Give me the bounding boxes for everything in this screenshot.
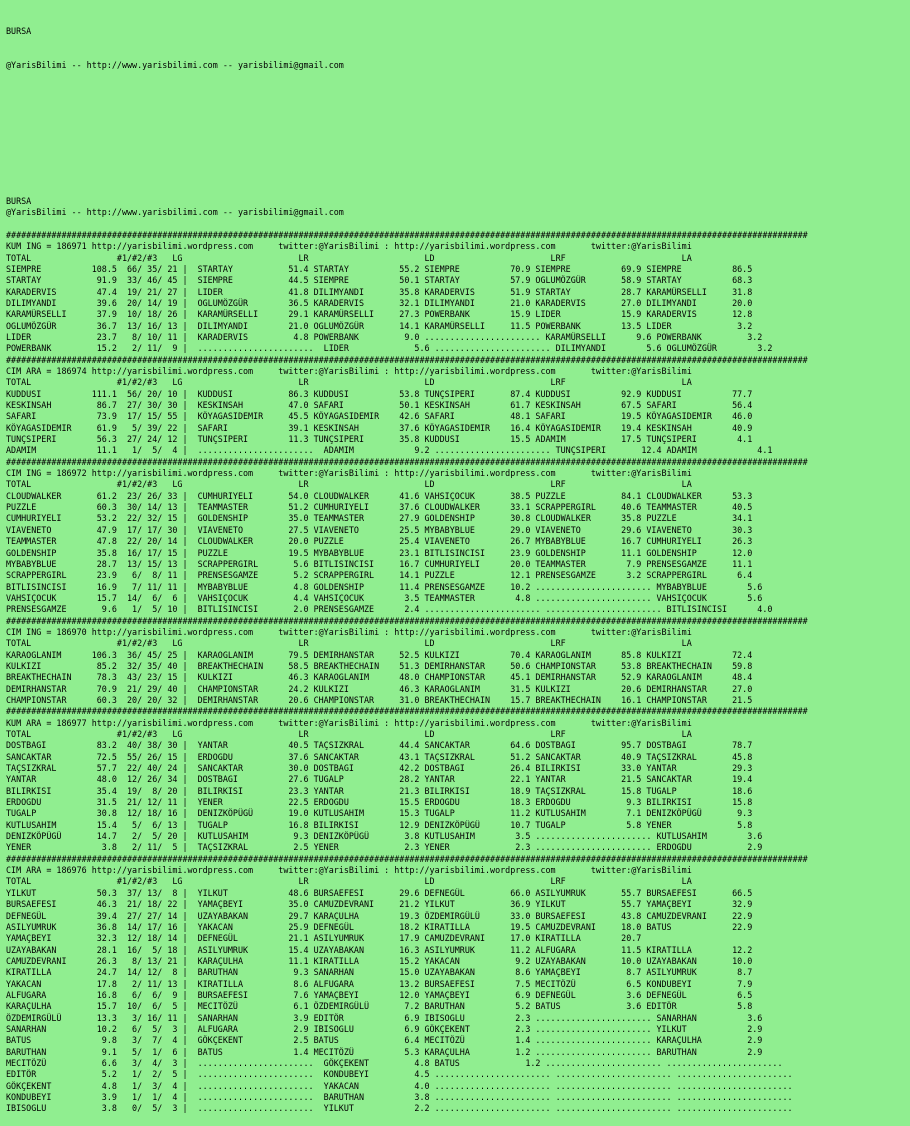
text-line: BITLISINCISI 16.9 7/ 11/ 11 | MYBABYBLUE 4.8 GOLDENSHIP 11.4 PRENSESGAMZE 10.2 ....................... MYBABYBLUE 5.6 bbox=[6, 581, 763, 592]
text-line: POWERBANK 15.2 2/ 11/ 9 | ....................... LIDER 5.6 ....................... DILIMYANDI 5.6 OGLUMÖZGÜR 3.2 bbox=[6, 343, 773, 354]
text-line: CLOUDWALKER 61.2 23/ 26/ 33 | CUMHURIYELI 54.0 CLOUDWALKER 41.6 VAHSIÇOCUK 38.5 PUZZLE 84.1 CLOUDWALKER 53.3 bbox=[6, 490, 753, 501]
text-line: KÖYAGASIDEMIR 61.9 5/ 39/ 22 | SAFARI 39.1 KESKINSAH 37.6 KÖYAGASIDEMIR 16.4 KÖYAGASIDEMIR 19.4 KESKINSAH 40.9 bbox=[6, 422, 753, 433]
text-line: KULKIZI 85.2 32/ 35/ 40 | BREAKTHECHAIN 58.5 BREAKTHECHAIN 51.3 DEMIRHANSTAR 50.6 CHAMPIONSTAR 53.8 BREAKTHECHAIN 59.8 bbox=[6, 660, 753, 671]
text-line: TUGALP 30.8 12/ 18/ 16 | DENIZKÖPÜGÜ 19.0 KUTLUSAHIM 15.3 TUGALP 11.2 KUTLUSAHIM 7.1 DENIZKÖPÜGÜ 9.3 bbox=[6, 808, 753, 819]
text-line: BILIRKISI 35.4 19/ 8/ 20 | BILIRKISI 23.3 YANTAR 21.3 BILIRKISI 18.9 TAÇSIZKRAL 15.8 TUGALP 18.6 bbox=[6, 785, 753, 796]
text-line: @YarisBilimi -- http://www.yarisbilimi.com -- yarisbilimi@gmail.com bbox=[6, 207, 344, 218]
text-line: IBISOGLU 3.8 0/ 5/ 3 | ....................... YILKUT 2.2 ....................... ....................... ....................... bbox=[6, 1103, 793, 1114]
text-line: ############################################################################################################################################################### bbox=[6, 229, 808, 240]
text-line: ############################################################################################################################################################### bbox=[6, 706, 808, 717]
text-line: CIM ING = 186970 http://yarisbilimi.wordpress.com twitter:@YarisBilimi : http://yarisbilimi.wordpress.com twitter:@YarisBilimi bbox=[6, 626, 692, 637]
text-line: BREAKTHECHAIN 78.3 43/ 23/ 15 | KULKIZI 46.3 KARAOGLANIM 48.0 CHAMPIONSTAR 45.1 DEMIRHANSTAR 52.9 KARAOGLANIM 48.4 bbox=[6, 672, 753, 683]
text-line: SAFARI 73.9 17/ 15/ 55 | KÖYAGASIDEMIR 45.5 KÖYAGASIDEMIR 42.6 SAFARI 48.1 SAFARI 19.5 KÖYAGASIDEMIR 46.0 bbox=[6, 411, 753, 422]
text-line: TEAMMASTER 47.8 22/ 20/ 14 | CLOUDWALKER 20.0 PUZZLE 25.4 VIAVENETO 26.7 MYBABYBLUE 16.7 CUMHURIYELI 26.3 bbox=[6, 536, 753, 547]
text-line: EDITÖR 5.2 1/ 2/ 5 | ....................... KONDUBEYI 4.5 ....................... ....................... ....................... bbox=[6, 1069, 793, 1080]
text-line: ############################################################################################################################################################### bbox=[6, 354, 808, 365]
text-line: CUMHURIYELI 53.2 22/ 32/ 15 | GOLDENSHIP 35.0 TEAMMASTER 27.9 GOLDENSHIP 30.8 CLOUDWALKER 35.8 PUZZLE 34.1 bbox=[6, 513, 753, 524]
text-line: DOSTBAGI 83.2 40/ 38/ 30 | YANTAR 40.5 TAÇSIZKRAL 44.4 SANCAKTAR 64.6 DOSTBAGI 95.7 DOSTBAGI 78.7 bbox=[6, 740, 753, 751]
text-line: CIM ING = 186972 http://yarisbilimi.wordpress.com twitter:@YarisBilimi : http://yarisbilimi.wordpress.com twitter:@YarisBilimi bbox=[6, 468, 692, 479]
text-line: SANARHAN 10.2 6/ 5/ 3 | ALFUGARA 2.9 IBISOGLU 6.9 GÖKÇEKENT 2.3 ....................... YILKUT 2.9 bbox=[6, 1023, 763, 1034]
text-line: DILIMYANDI 39.6 20/ 14/ 19 | OGLUMÖZGÜR 36.5 KARADERVIS 32.1 DILIMYANDI 21.0 KARADERVIS 27.0 DILIMYANDI 20.0 bbox=[6, 297, 753, 308]
text-line: VAHSIÇOCUK 15.7 14/ 6/ 6 | VAHSIÇOCUK 4.4 VAHSIÇOCUK 3.5 TEAMMASTER 4.8 ....................... VAHSIÇOCUK 5.6 bbox=[6, 592, 763, 603]
text-line: TAÇSIZKRAL 57.7 22/ 40/ 24 | SANCAKTAR 30.0 DOSTBAGI 42.2 DOSTBAGI 26.4 BILIRKISI 33.0 YANTAR 29.3 bbox=[6, 763, 753, 774]
text-line: BATUS 9.8 3/ 7/ 4 | GÖKÇEKENT 2.5 BATUS 6.4 MECITÖZÜ 1.4 ....................... KARAÇULHA 2.9 bbox=[6, 1035, 763, 1046]
text-line: KUTLUSAHIM 15.4 5/ 6/ 13 | TUGALP 16.8 BILIRKISI 12.9 DENIZKÖPÜGÜ 10.7 TUGALP 5.8 YENER 5.8 bbox=[6, 819, 753, 830]
text-line: SANCAKTAR 72.5 55/ 26/ 15 | ERDOGDU 37.6 SANCAKTAR 43.1 TAÇSIZKRAL 51.2 SANCAKTAR 40.9 TAÇSIZKRAL 45.8 bbox=[6, 751, 753, 762]
text-line: KARAOGLANIM 106.3 36/ 45/ 25 | KARAOGLANIM 79.5 DEMIRHANSTAR 52.5 KULKIZI 70.4 KARAOGLANIM 85.8 KULKIZI 72.4 bbox=[6, 649, 753, 660]
text-line: YAMAÇBEYI 32.3 12/ 18/ 14 | DEFNEGÜL 21.1 ASILYUMRUK 17.9 CAMUZDEVRANI 17.0 KIRATILLA 20.7 bbox=[6, 933, 642, 944]
text-line: GOLDENSHIP 35.8 16/ 17/ 15 | PUZZLE 19.5 MYBABYBLUE 23.1 BITLISINCISI 23.9 GOLDENSHIP 11.1 GOLDENSHIP 12.0 bbox=[6, 547, 753, 558]
text-line: SCRAPPERGIRL 23.9 6/ 8/ 11 | PRENSESGAMZE 5.2 SCRAPPERGIRL 14.1 PUZZLE 12.1 PRENSESGAMZE 3.2 SCRAPPERGIRL 6.4 bbox=[6, 570, 753, 581]
text-line: OGLUMÖZGÜR 36.7 13/ 16/ 13 | DILIMYANDI 21.0 OGLUMÖZGÜR 14.1 KARAMÜRSELLI 11.5 POWERBANK 13.5 LIDER 3.2 bbox=[6, 320, 753, 331]
text-line bbox=[6, 219, 910, 230]
text-line: TOTAL #1/#2/#3 LG LR LD LRF LA bbox=[6, 479, 692, 490]
text-line: DEMIRHANSTAR 70.9 21/ 29/ 40 | CHAMPIONSTAR 24.2 KULKIZI 46.3 KARAOGLANIM 31.5 KULKIZI 20.6 DEMIRHANSTAR 27.0 bbox=[6, 683, 753, 694]
text-line: KARADERVIS 47.4 19/ 21/ 27 | LIDER 41.8 DILIMYANDI 35.8 KARADERVIS 51.9 STARTAY 28.7 KARAMÜRSELLI 31.8 bbox=[6, 286, 753, 297]
text-line: ÖZDEMIRGÜLÜ 13.3 3/ 16/ 11 | SANARHAN 3.9 EDITÖR 6.9 IBISOGLU 2.3 ....................... SANARHAN 3.6 bbox=[6, 1012, 763, 1023]
text-line: KARAÇULHA 15.7 10/ 6/ 5 | MECITÖZÜ 6.1 ÖZDEMIRGÜLÜ 7.2 BARUTHAN 5.2 BATUS 3.6 EDITÖR 5.8 bbox=[6, 1001, 753, 1012]
text-line: PUZZLE 60.3 30/ 14/ 13 | TEAMMASTER 51.2 CUMHURIYELI 37.6 CLOUDWALKER 33.1 SCRAPPERGIRL 40.6 TEAMMASTER 40.5 bbox=[6, 502, 753, 513]
header-title: BURSA bbox=[6, 25, 32, 36]
text-line: ALFUGARA 16.8 6/ 6/ 9 | BURSAEFESI 7.6 YAMAÇBEYI 12.0 YAMAÇBEYI 6.9 DEFNEGÜL 3.6 DEFNEGÜL 6.5 bbox=[6, 989, 753, 1000]
text-line: BURSAEFESI 46.3 21/ 18/ 22 | YAMAÇBEYI 35.0 CAMUZDEVRANI 21.2 YILKUT 36.9 YILKUT 55.7 YAMAÇBEYI 32.9 bbox=[6, 899, 753, 910]
text-line: LIDER 23.7 8/ 10/ 11 | KARADERVIS 4.8 POWERBANK 9.0 ....................... KARAMÜRSELLI 9.6 POWERBANK 3.2 bbox=[6, 331, 763, 342]
text-line: KESKINSAH 86.7 27/ 30/ 30 | KESKINSAH 47.0 SAFARI 50.1 KESKINSAH 61.7 KESKINSAH 67.5 SAFARI 56.4 bbox=[6, 400, 753, 411]
text-line: TOTAL #1/#2/#3 LG LR LD LRF LA bbox=[6, 377, 692, 388]
blank-line bbox=[6, 94, 910, 105]
text-line: KUM ING = 186971 http://yarisbilimi.wordpress.com twitter:@YarisBilimi : http://yarisbilimi.wordpress.com twitter:@YarisBilimi bbox=[6, 241, 692, 252]
text-line: TOTAL #1/#2/#3 LG LR LD LRF LA bbox=[6, 252, 692, 263]
text-line: MYBABYBLUE 28.7 13/ 15/ 13 | SCRAPPERGIRL 5.6 BITLISINCISI 16.7 CUMHURIYELI 20.0 TEAMMASTER 7.9 PRENSESGAMZE 11.1 bbox=[6, 558, 753, 569]
text-line: TOTAL #1/#2/#3 LG LR LD LRF LA bbox=[6, 638, 692, 649]
text-line: ASILYUMRUK 36.8 14/ 17/ 16 | YAKACAN 25.9 DEFNEGÜL 18.2 KIRATILLA 19.5 CAMUZDEVRANI 18.0 BATUS 22.9 bbox=[6, 921, 753, 932]
text-line: TOTAL #1/#2/#3 LG LR LD LRF LA bbox=[6, 729, 692, 739]
text-line: KUDDUSI 111.1 56/ 20/ 10 | KUDDUSI 86.3 KUDDUSI 53.8 TUNÇSIPERI 87.4 KUDDUSI 92.9 KUDDUSI 77.7 bbox=[6, 388, 753, 399]
text-line: KARAMÜRSELLI 37.9 10/ 18/ 26 | KARAMÜRSELLI 29.1 KARAMÜRSELLI 27.3 POWERBANK 15.9 LIDER 15.9 KARADERVIS 12.8 bbox=[6, 309, 753, 320]
text-line: CAMUZDEVRANI 26.3 8/ 13/ 21 | KARAÇULHA 11.1 KIRATILLA 15.2 YAKACAN 9.2 UZAYABAKAN 10.0 UZAYABAKAN 10.0 bbox=[6, 955, 753, 966]
blank-line bbox=[6, 162, 910, 173]
text-line: DEFNEGÜL 39.4 27/ 27/ 14 | UZAYABAKAN 29.7 KARAÇULHA 19.3 ÖZDEMIRGÜLÜ 33.0 BURSAEFESI 43.8 CAMUZDEVRANI 22.9 bbox=[6, 910, 753, 921]
text-line: CHAMPIONSTAR 60.3 20/ 20/ 32 | DEMIRHANSTAR 20.6 CHAMPIONSTAR 31.0 BREAKTHECHAIN 15.7 BREAKTHECHAIN 16.1 CHAMPIONSTAR 21.5 bbox=[6, 694, 753, 705]
text-line: BURSA bbox=[6, 195, 32, 206]
text-line: TUNÇSIPERI 56.3 27/ 24/ 12 | TUNÇSIPERI 11.3 TUNÇSIPERI 35.8 KUDDUSI 15.5 ADAMIM 17.5 TUNÇSIPERI 4.1 bbox=[6, 434, 753, 445]
text-line: ADAMIM 11.1 1/ 5/ 4 | ....................... ADAMIM 9.2 ....................... TUNÇSIPERI 12.4 ADAMIM 4.1 bbox=[6, 445, 773, 456]
text-line: PRENSESGAMZE 9.6 1/ 5/ 10 | BITLISINCISI 2.0 PRENSESGAMZE 2.4 ....................... ....................... BITLISINCISI 4.0 bbox=[6, 604, 773, 615]
text-line: KONDUBEYI 3.9 1/ 1/ 4 | ....................... BARUTHAN 3.8 ....................... ....................... ....................... bbox=[6, 1092, 793, 1102]
text-line: BARUTHAN 9.1 5/ 1/ 6 | BATUS 1.4 MECITÖZÜ 5.3 KARAÇULHA 1.2 ....................... BARUTHAN 2.9 bbox=[6, 1046, 763, 1057]
text-line: YAKACAN 17.8 2/ 11/ 13 | KIRATILLA 8.6 ALFUGARA 13.2 BURSAEFESI 7.5 MECITÖZÜ 6.5 KONDUBEYI 7.9 bbox=[6, 978, 753, 989]
text-line: YILKUT 50.3 37/ 13/ 8 | YILKUT 48.6 BURSAEFESI 29.6 DEFNEGÜL 66.0 ASILYUMRUK 55.7 BURSAEFESI 66.5 bbox=[6, 887, 753, 898]
text-line: GÖKÇEKENT 4.8 1/ 3/ 4 | ....................... YAKACAN 4.0 ....................... ....................... ....................... bbox=[6, 1080, 793, 1091]
text-line: STARTAY 91.9 33/ 46/ 45 | SIEMPRE 44.5 SIEMPRE 50.1 STARTAY 57.9 OGLUMÖZGÜR 58.9 STARTAY 68.3 bbox=[6, 275, 753, 286]
text-line: ERDOGDU 31.5 21/ 12/ 11 | YENER 22.5 ERDOGDU 15.5 ERDOGDU 18.3 ERDOGDU 9.3 BILIRKISI 15.8 bbox=[6, 797, 753, 808]
text-line: TOTAL #1/#2/#3 LG LR LD LRF LA bbox=[6, 876, 692, 887]
text-line: ############################################################################################################################################################### bbox=[6, 456, 808, 467]
text-line: YENER 3.8 2/ 11/ 5 | TAÇSIZKRAL 2.5 YENER 2.3 YENER 2.3 ....................... ERDOGDU 2.9 bbox=[6, 842, 763, 853]
text-line: DENIZKÖPÜGÜ 14.7 2/ 5/ 20 | KUTLUSAHIM 9.3 DENIZKÖPÜGÜ 3.8 KUTLUSAHIM 3.5 ....................... KUTLUSAHIM 3.6 bbox=[6, 831, 763, 842]
text-line: KUM ARA = 186977 http://yarisbilimi.wordpress.com twitter:@YarisBilimi : http://yarisbilimi.wordpress.com twitter:@YarisBilimi bbox=[6, 717, 692, 728]
text-line: SIEMPRE 108.5 66/ 35/ 21 | STARTAY 51.4 STARTAY 55.2 SIEMPRE 70.9 SIEMPRE 69.9 SIEMPRE 86.5 bbox=[6, 263, 753, 274]
text-line: YANTAR 48.0 12/ 26/ 34 | DOSTBAGI 27.6 TUGALP 28.2 YANTAR 22.1 YANTAR 21.5 SANCAKTAR 19.4 bbox=[6, 774, 753, 785]
text-line: ############################################################################################################################################################### bbox=[6, 615, 808, 626]
text-line: KIRATILLA 24.7 14/ 12/ 8 | BARUTHAN 9.3 SANARHAN 15.0 UZAYABAKAN 8.6 YAMAÇBEYI 8.7 ASILYUMRUK 8.7 bbox=[6, 967, 753, 978]
text-line: VIAVENETO 47.9 17/ 17/ 30 | VIAVENETO 27.5 VIAVENETO 25.5 MYBABYBLUE 29.0 VIAVENETO 29.6 VIAVENETO 30.3 bbox=[6, 524, 753, 535]
blank-line bbox=[6, 128, 910, 139]
text-line: ############################################################################################################################################################### bbox=[6, 853, 808, 864]
text-line: UZAYABAKAN 28.1 16/ 5/ 18 | ASILYUMRUK 15.4 UZAYABAKAN 16.3 ASILYUMRUK 11.2 ALFUGARA 11.5 KIRATILLA 12.2 bbox=[6, 944, 753, 955]
text-line: CIM ARA = 186976 http://yarisbilimi.wordpress.com twitter:@YarisBilimi : http://yarisbilimi.wordpress.com twitter:@YarisBilimi bbox=[6, 865, 692, 876]
text-line: MECITÖZÜ 6.6 3/ 4/ 3 | ....................... GÖKÇEKENT 4.8 BATUS 1.2 ....................... ....................... bbox=[6, 1057, 783, 1068]
race-tables bbox=[6, 196, 910, 1115]
header-contact: @YarisBilimi -- http://www.yarisbilimi.com -- yarisbilimi@gmail.com bbox=[6, 59, 344, 70]
text-line: CIM ARA = 186974 http://yarisbilimi.wordpress.com twitter:@YarisBilimi : http://yarisbilimi.wordpress.com twitter:@YarisBilimi bbox=[6, 366, 692, 376]
